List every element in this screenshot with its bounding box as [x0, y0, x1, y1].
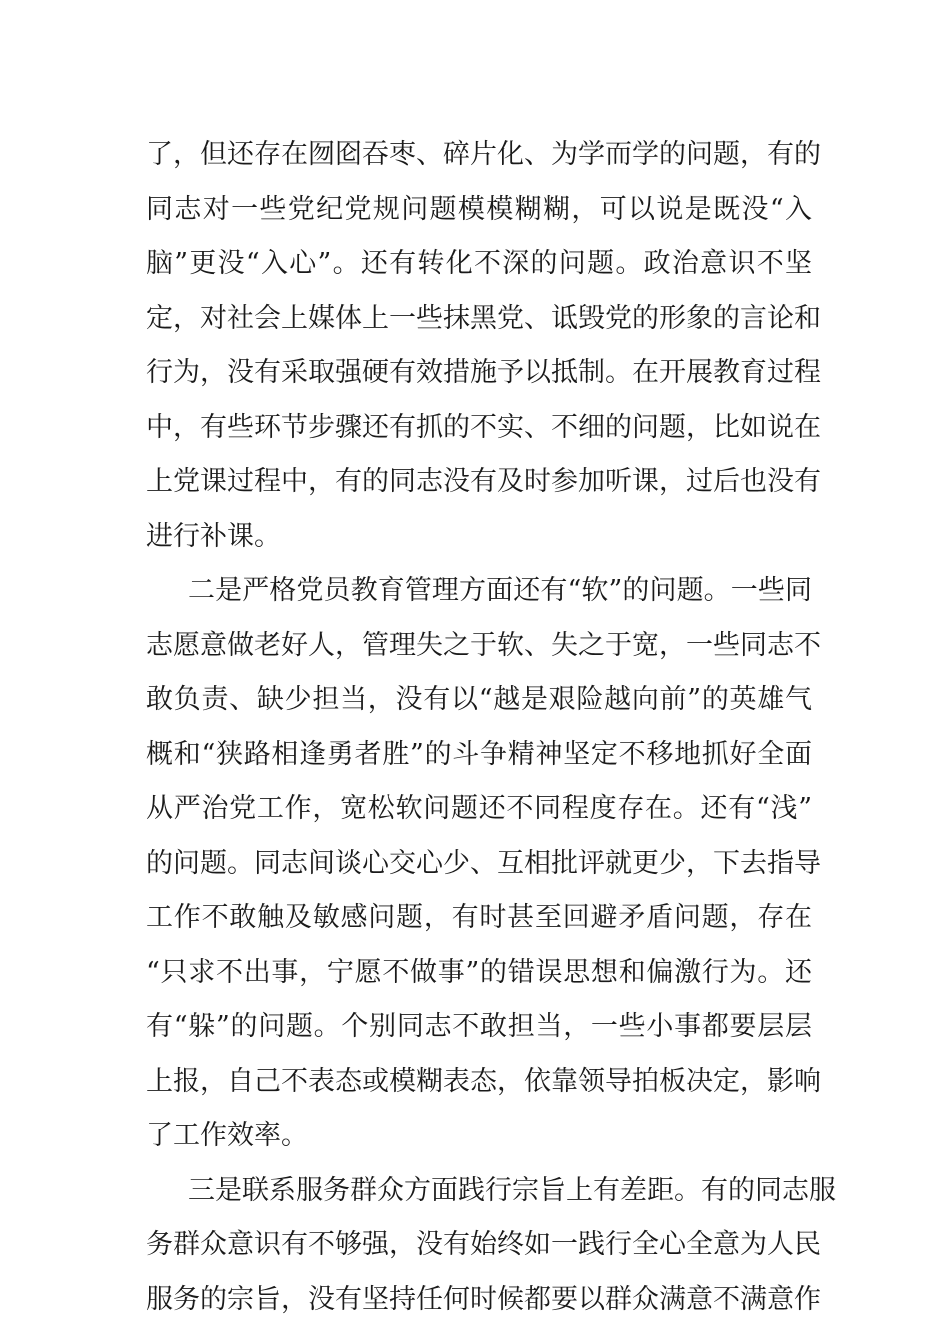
text-line: 二是严格党员教育管理方面还有“软”的问题。一些同: [188, 575, 812, 606]
text-line: 了，但还存在囫囵吞枣、碎片化、为学而学的问题，有的: [146, 139, 821, 170]
text-line: 上党课过程中，有的同志没有及时参加听课，过后也没有: [146, 466, 821, 497]
text-line: 行为，没有采取强硬有效措施予以抵制。在开展教育过程: [146, 357, 821, 388]
text-line: 三是联系服务群众方面践行宗旨上有差距。有的同志服: [188, 1174, 836, 1206]
paragraph-point-three: [146, 1164, 836, 1328]
text-line: 概和“狭路相逢勇者胜”的斗争精神坚定不移地抓好全面: [146, 738, 812, 770]
document-body: [146, 128, 836, 1327]
text-line: 脑”更没“入心”。还有转化不深的问题。政治意识不坚: [146, 248, 812, 279]
text-line: 的问题。同志间谈心交心少、互相批评就更少，下去指导: [146, 847, 821, 879]
text-line: 定，对社会上媒体上一些抹黑党、诋毁党的形象的言论和: [146, 302, 821, 334]
text-line: 中，有些环节步骤还有抓的不实、不细的问题，比如说在: [146, 411, 821, 443]
text-line: 从严治党工作，宽松软问题还不同程度存在。还有“浅”: [146, 793, 812, 824]
text-line: 服务的宗旨，没有坚持任何时候都要以群众满意不满意作: [146, 1283, 821, 1315]
text-line: 上报，自己不表态或模糊表态，依靠领导拍板决定，影响: [146, 1065, 821, 1097]
text-line: 有“躲”的问题。个别同志不敢担当，一些小事都要层层: [146, 1011, 812, 1042]
text-line: 务群众意识有不够强，没有始终如一践行全心全意为人民: [146, 1229, 821, 1260]
text-line: 志愿意做老好人，管理失之于软、失之于宽，一些同志不: [146, 629, 821, 661]
text-line: “只求不出事，宁愿不做事”的错误思想和偏激行为。还: [146, 956, 812, 988]
text-line: 同志对一些党纪党规问题模模糊糊，可以说是既没“入: [146, 193, 812, 225]
text-line: 工作不敢触及敏感问题，有时甚至回避矛盾问题，存在: [146, 902, 812, 933]
text-line: 敢负责、缺少担当，没有以“越是艰险越向前”的英雄气: [146, 684, 812, 715]
paragraph-continuation: [146, 128, 821, 564]
paragraph-point-two: [146, 564, 821, 1164]
text-line: 进行补课。: [146, 520, 281, 552]
text-line: 了工作效率。: [146, 1120, 308, 1151]
